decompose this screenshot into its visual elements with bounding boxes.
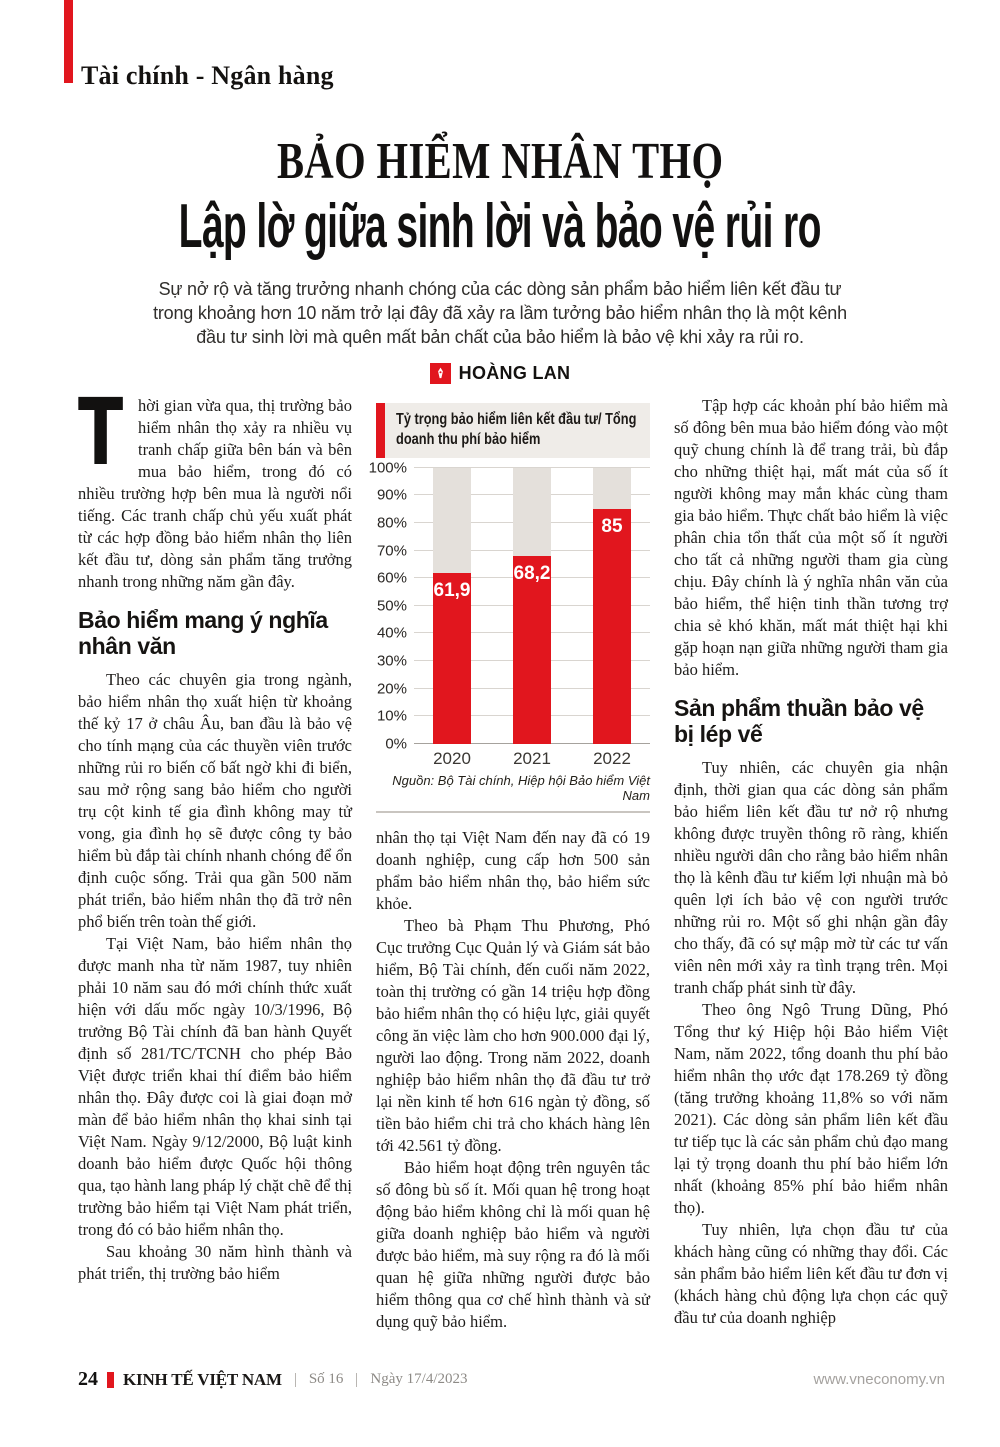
chart-x-label: 2022 bbox=[593, 748, 631, 768]
chart-plot bbox=[368, 459, 650, 753]
website-url: www.vneconomy.vn bbox=[813, 1371, 945, 1388]
footer-separator bbox=[356, 1373, 357, 1387]
paragraph-text: hời gian vừa qua, thị trường bảo hiểm nhân thọ xảy ra nhiều vụ tranh chấp giữa bên bán và bên mua bảo hiểm, trong đó có nhiều trường hợp bên mua là người nổi tiếng. Các tranh chấp chủ yếu xuất phát từ các hợp đồng bảo hiểm nhân thọ liên kết đầu tư, dòng sản phẩm tăng trưởng nhanh trong những năm gần đây. bbox=[78, 395, 352, 591]
chart-bar bbox=[433, 573, 471, 744]
chart-ytick-label: 60% bbox=[376, 569, 407, 587]
chart-ytick-label: 100% bbox=[368, 459, 407, 477]
chart-x-label: 2021 bbox=[513, 748, 551, 768]
paragraph: Tuy nhiên, lựa chọn đầu tư của khách hàng cũng có những thay đổi. Các sản phẩm bảo hiểm liên kết đầu tư đơn vị (khách hàng chủ động lựa chọn các quỹ đầu tư của doanh nghiệp bbox=[674, 1220, 948, 1328]
chart-bar-value-label: 68,2 bbox=[513, 562, 551, 584]
chart-title-wrap bbox=[385, 403, 650, 458]
paragraph: Bảo hiểm hoạt động trên nguyên tắc số đông bù số ít. Mối quan hệ trong hoạt động bảo hiểm không chỉ là mối quan hệ giữa doanh nghiệp bảo hiểm và người được bảo hiểm, mà suy rộng ra đó là mối quan hệ giữa những người được bảo hiểm thông qua cơ chế hình thành và sử dụng quỹ bảo hiểm. bbox=[376, 1157, 650, 1331]
column-3 bbox=[674, 395, 948, 1345]
paragraph: Tuy nhiên, các chuyên gia nhận định, thời gian qua các dòng sản phẩm bảo hiểm liên kết đầu tư nở rộ nhưng không được truyền thông rõ ràng, khiến nhiều người dân cho rằng bảo hiểm nhân thọ là kênh đầu tư kiếm lợi nhuận mà bỏ quên lợi ích bảo vệ con người trước những rủi ro. Một số ghi nhận gần đây cho thấy, đã có sự mập mờ từ các tư vấn viên nên mới xảy ra tình trạng trên. Mọi tranh chấp phát sinh từ đây. bbox=[674, 758, 948, 998]
paragraph: Theo bà Phạm Thu Phương, Phó Cục trưởng Cục Quản lý và Giám sát bảo hiểm, Bộ Tài chính, đến cuối năm 2022, toàn thị trường có gần 14 triệu hợp đồng bảo hiểm nhân thọ có hiệu lực, giải quyết công ăn việc làm cho hơn 900.000 đại lý, người lao động. Trong năm 2022, doanh nghiệp bảo hiểm nhân thọ đã đầu tư trở lại nền kinh tế hơn 616 ngàn tỷ đồng, số tiền bảo hiểm chi trả cho khách hàng lên tới 42.561 tỷ đồng. bbox=[376, 915, 650, 1155]
footer-left bbox=[78, 1368, 468, 1391]
footer-accent-bar bbox=[107, 1372, 114, 1388]
chart-ytick-label: 80% bbox=[376, 514, 407, 532]
subhead-pure-protection: Sản phẩm thuần bảo vệ bị lép vế bbox=[674, 694, 924, 748]
chart-bar-slot bbox=[494, 468, 570, 744]
chart-bar-value-label: 61,9 bbox=[433, 579, 471, 601]
column-2 bbox=[368, 395, 650, 1345]
chart-ytick-label: 70% bbox=[376, 542, 407, 560]
article-title-row bbox=[0, 191, 1000, 262]
chart-bar bbox=[593, 509, 631, 744]
chart-accent-bar bbox=[376, 403, 385, 458]
kicker-row bbox=[0, 0, 1000, 92]
article-header bbox=[0, 132, 1000, 384]
chart-ytick-label: 30% bbox=[376, 652, 407, 670]
chart-bar bbox=[513, 556, 551, 744]
chart-ytick-label: 10% bbox=[376, 707, 407, 725]
chart-source: Nguồn: Bộ Tài chính, Hiệp hội Bảo hiểm Việt Nam bbox=[392, 772, 650, 803]
paragraph bbox=[78, 395, 352, 593]
byline-author: HOÀNG LAN bbox=[458, 362, 571, 383]
article-lede: Sự nở rộ và tăng trưởng nhanh chóng của các dòng sản phẩm bảo hiểm liên kết đầu tư trong khoảng hơn 10 năm trở lại đây đã xảy ra lầm tưởng bảo hiểm nhân thọ là một kênh đầu tư sinh lời mà quên mất bản chất của bảo hiểm là bảo vệ khi xảy ra rủi ro. bbox=[153, 279, 847, 347]
chart-x-label: 2020 bbox=[433, 748, 471, 768]
paragraph: Tập hợp các khoản phí bảo hiểm mà số đông bên mua bảo hiểm đóng vào một quỹ chung chính là để trang trải, bù đắp cho những thiệt hại, mất mát của số ít người không may mắn khác cùng tham gia bảo hiểm. Thực chất bảo hiểm là việc phân chia tổn thất của một số ít người cho tất cả những người tham gia cùng chịu. Đây chính là ý nghĩa nhân văn của bảo hiểm, thể hiện tinh thần tương trợ chia sẻ khó khăn, mất mát thiệt hại khi gặp hoạn nạn giữa những người tham gia bảo hiểm. bbox=[674, 395, 948, 679]
chart-ytick-label: 50% bbox=[376, 597, 407, 615]
paragraph: Sau khoảng 30 năm hình thành và phát triển, thị trường bảo hiểm bbox=[78, 1242, 352, 1284]
chart-bars bbox=[414, 468, 650, 744]
section-kicker: Tài chính - Ngân hàng bbox=[81, 61, 334, 90]
chart-bar-slot bbox=[574, 468, 650, 744]
article-title: Lập lờ giữa sinh lời và bảo vệ rủi ro bbox=[178, 192, 822, 261]
chart-ytick-label: 20% bbox=[376, 680, 407, 698]
bar-chart bbox=[368, 403, 650, 813]
page-number: 24 bbox=[78, 1368, 98, 1390]
chart-ytick-label: 40% bbox=[376, 624, 407, 642]
paragraph: Theo các chuyên gia trong ngành, bảo hiểm nhân thọ xuất hiện từ khoảng thế kỷ 17 ở châu Âu, ban đầu là bảo vệ cho tính mạng của các thuyền viên trước những rủi ro biến cố bất ngờ khi đi biển, sau mở rộng sang bảo hiểm cho người trụ cột kinh tế gia đình không may tử vong, gia đình họ sẽ được công ty bảo hiểm bù đắp tài chính nhanh chóng để ổn định cuộc sống. Trải qua gần 500 năm phát triển, bảo hiểm nhân thọ đã trở nên phổ biến trên toàn thế giới. bbox=[78, 670, 352, 932]
kicker-accent-bar bbox=[64, 0, 73, 83]
column-1 bbox=[78, 395, 352, 1345]
chart-bar-value-label: 85 bbox=[601, 516, 623, 538]
chart-ytick-label: 90% bbox=[376, 486, 407, 504]
chart-divider bbox=[376, 811, 650, 813]
footer-separator bbox=[295, 1373, 296, 1387]
publication-name: KINH TẾ VIỆT NAM bbox=[123, 1369, 282, 1389]
paragraph: Tại Việt Nam, bảo hiểm nhân thọ được manh nha từ năm 1987, tuy nhiên phải 10 năm sau đó mới chính thức xuất hiện với dấu mốc ngày 10/3/1996, Bộ trưởng Bộ Tài chính đã ban hành Quyết định số 281/TC/TCNH cho phép Bảo Việt được triển khai thí điểm bảo hiểm nhân thọ. Đây được coi là giai đoạn mở màn để bảo hiểm nhân thọ khai sinh tại Việt Nam. Ngày 9/12/2000, Bộ luật kinh doanh bảo hiểm được Quốc hội thông qua, tạo hành lang pháp lý chặt chẽ để thị trường bảo hiểm tại Việt Nam phát triển, trong đó có bảo hiểm nhân thọ. bbox=[78, 934, 352, 1240]
chart-header bbox=[376, 403, 650, 458]
chart-x-labels bbox=[414, 749, 650, 769]
paragraph: nhân thọ tại Việt Nam đến nay đã có 19 doanh nghiệp, cung cấp hơn 500 sản phẩm bảo hiểm nhân thọ, bảo hiểm sức khỏe. bbox=[376, 827, 650, 913]
chart-ytick-label: 0% bbox=[385, 735, 407, 753]
paragraph: Theo ông Ngô Trung Dũng, Phó Tổng thư ký Hiệp hội Bảo hiểm Việt Nam, năm 2022, tổng doanh thu phí bảo hiểm nhân thọ ước đạt 178.269 tỷ đồng (tăng trưởng khoảng 11,8% so với năm 2021). Các dòng sản phẩm liên kết đầu tư tiếp tục là các sản phẩm chủ đạo mang lại tỷ trọng doanh thu phí bảo hiểm lớn nhất (khoảng 85% phí bảo hiểm nhân thọ). bbox=[674, 1000, 948, 1218]
article-category-row bbox=[0, 132, 1000, 191]
chart-bar-slot bbox=[414, 468, 490, 744]
issue-number: Số 16 bbox=[308, 1371, 344, 1387]
byline bbox=[0, 363, 1000, 384]
article-category: BẢO HIỂM NHÂN THỌ bbox=[276, 133, 724, 190]
issue-date: Ngày 17/4/2023 bbox=[370, 1371, 468, 1387]
article-body bbox=[0, 395, 1000, 1345]
subhead-insurance-meaning: Bảo hiểm mang ý nghĩa nhân văn bbox=[78, 606, 328, 660]
chart-title: Tỷ trọng bảo hiểm liên kết đầu tư/ Tổng doanh thu phí bảo hiểm bbox=[396, 410, 637, 449]
page-footer bbox=[78, 1368, 945, 1391]
drop-cap: T bbox=[78, 394, 124, 486]
pen-icon bbox=[430, 363, 451, 384]
